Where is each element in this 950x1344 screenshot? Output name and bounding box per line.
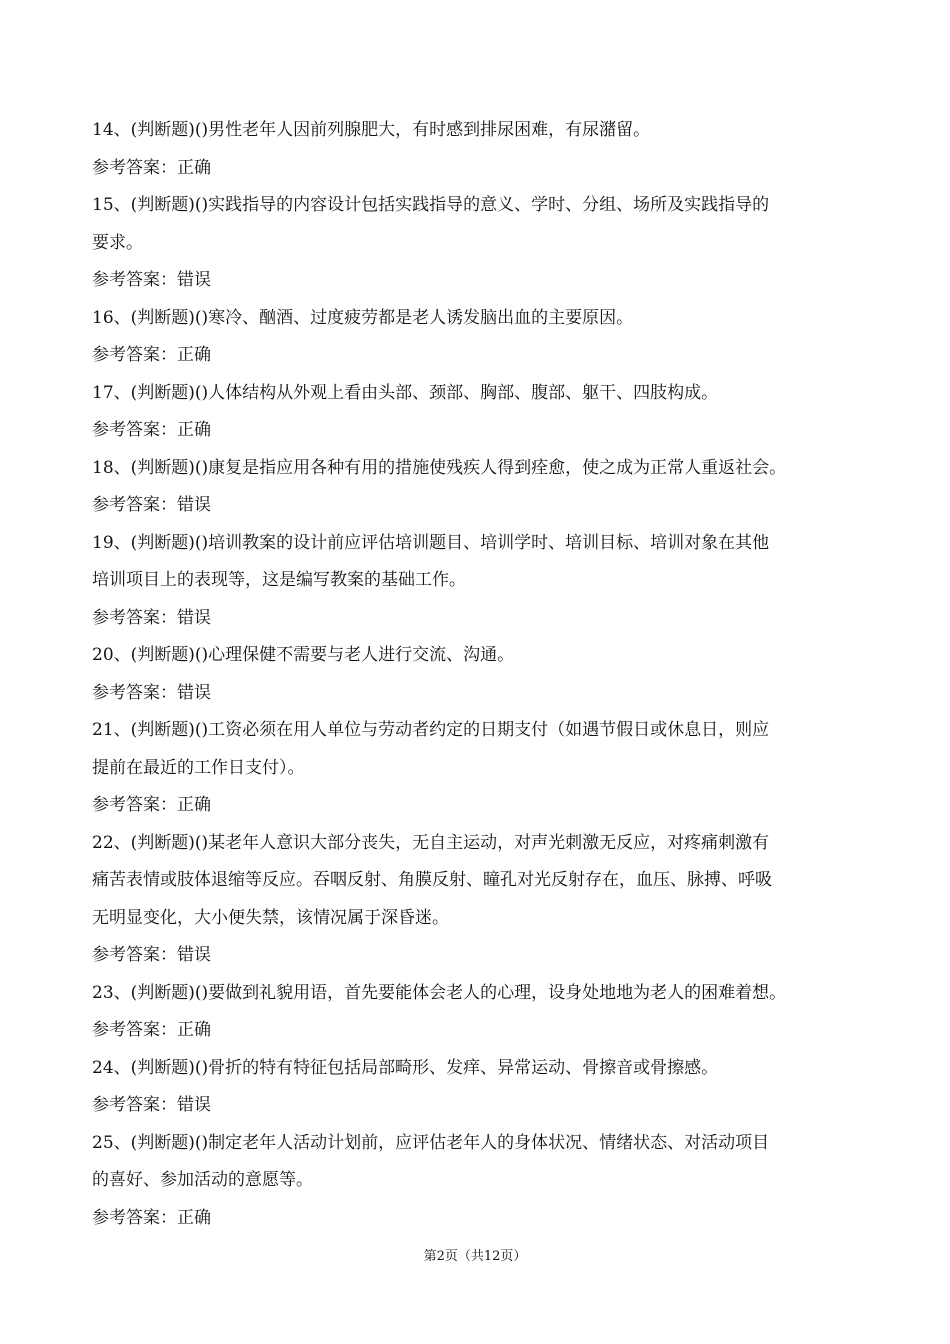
answer-23: 参考答案：正确 bbox=[92, 1020, 211, 1040]
question-15-text: 15、(判断题)()实践指导的内容设计包括实践指导的意义、学时、分组、场所及实践指导的 bbox=[92, 195, 770, 215]
answer-22: 参考答案：错误 bbox=[92, 945, 211, 965]
answer-19: 参考答案：错误 bbox=[92, 607, 211, 628]
question-25-text-cont: 的喜好、参加活动的意愿等。 bbox=[92, 1170, 313, 1190]
question-25-text: 25、(判断题)()制定老年人活动计划前，应评估老年人的身体状况、情绪状态、对活动项目 bbox=[92, 1132, 770, 1153]
answer-25: 参考答案：正确 bbox=[92, 1207, 211, 1228]
question-22-text: 22、(判断题)()某老年人意识大部分丧失，无自主运动，对声光刺激无反应，对疼痛刺激有 bbox=[92, 832, 770, 853]
question-19-text: 19、(判断题)()培训教案的设计前应评估培训题目、培训学时、培训目标、培训对象在其他 bbox=[92, 532, 770, 553]
answer-21: 参考答案：正确 bbox=[92, 795, 211, 815]
answer-14: 参考答案：正确 bbox=[92, 157, 211, 178]
answer-18: 参考答案：错误 bbox=[92, 495, 211, 515]
answer-16: 参考答案：正确 bbox=[92, 345, 211, 365]
page-number-footer: 第2页（共12页） bbox=[423, 1249, 527, 1264]
question-16-text: 16、(判断题)()寒冷、酗酒、过度疲劳都是老人诱发脑出血的主要原因。 bbox=[92, 307, 634, 328]
question-23-text: 23、(判断题)()要做到礼貌用语，首先要能体会老人的心理，设身处地地为老人的困难着想。 bbox=[92, 982, 787, 1003]
question-15-text-cont: 要求。 bbox=[92, 232, 143, 253]
question-21-text-cont: 提前在最近的工作日支付）。 bbox=[92, 757, 305, 778]
question-24-text: 24、(判断题)()骨折的特有特征包括局部畸形、发痒、异常运动、骨擦音或骨擦感。 bbox=[92, 1057, 719, 1078]
answer-24: 参考答案：错误 bbox=[92, 1095, 211, 1115]
answer-15: 参考答案：错误 bbox=[92, 270, 211, 290]
question-14-text: 14、(判断题)()男性老年人因前列腺肥大，有时感到排尿困难，有尿潴留。 bbox=[92, 120, 651, 140]
question-22-text-cont-2: 无明显变化，大小便失禁，该情况属于深昏迷。 bbox=[92, 907, 449, 928]
question-20-text: 20、(判断题)()心理保健不需要与老人进行交流、沟通。 bbox=[92, 645, 515, 665]
question-18-text: 18、(判断题)()康复是指应用各种有用的措施使残疾人得到痊愈，使之成为正常人重返社会。 bbox=[92, 457, 787, 478]
question-21-text: 21、(判断题)()工资必须在用人单位与劳动者约定的日期支付（如遇节假日或休息日，则应 bbox=[92, 720, 770, 740]
question-list bbox=[92, 112, 862, 1237]
question-17-text: 17、(判断题)()人体结构从外观上看由头部、颈部、胸部、腹部、躯干、四肢构成。 bbox=[92, 382, 719, 403]
question-22-text-cont-1: 痛苦表情或肢体退缩等反应。吞咽反射、角膜反射、瞳孔对光反射存在，血压、脉搏、呼吸 bbox=[92, 870, 772, 890]
answer-20: 参考答案：错误 bbox=[92, 682, 211, 703]
answer-17: 参考答案：正确 bbox=[92, 420, 211, 440]
question-19-text-cont: 培训项目上的表现等，这是编写教案的基础工作。 bbox=[92, 570, 466, 590]
